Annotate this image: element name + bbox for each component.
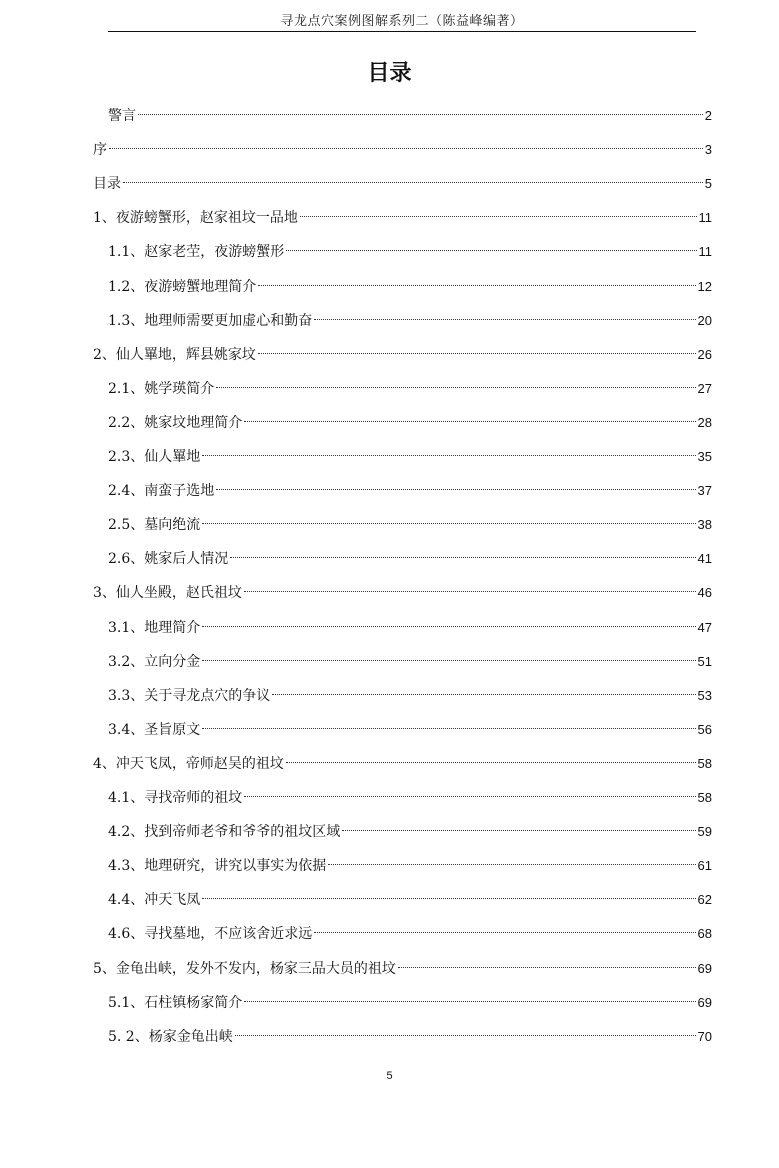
toc-leader-dots: [244, 421, 695, 422]
toc-leader-dots: [286, 762, 696, 763]
toc-entry-label: 1、夜游螃蟹形，赵家祖坟一品地: [93, 210, 298, 227]
toc-entry[interactable]: [93, 752, 712, 776]
toc-entry-page: 12: [697, 278, 712, 294]
toc-leader-dots: [244, 796, 695, 797]
toc-entry-page: 70: [697, 1028, 712, 1044]
toc-entry-page: 53: [697, 687, 712, 703]
toc-entry-page: 68: [697, 926, 712, 942]
toc-entry-page: 20: [697, 312, 712, 328]
toc-entry-label: 4、冲天飞凤，帝师赵吴的祖坟: [93, 755, 284, 772]
toc-entry-page: 69: [697, 960, 712, 976]
toc-entry-label: 3.1、地理简介: [108, 619, 201, 636]
toc-entry-label: 3.4、圣旨原文: [108, 721, 201, 738]
toc-leader-dots: [244, 1001, 695, 1002]
toc-entry[interactable]: [108, 922, 712, 946]
toc-entry-label: 2.2、姚家坟地理简介: [108, 414, 243, 431]
toc-entry[interactable]: [108, 820, 712, 844]
toc-entry[interactable]: [108, 513, 712, 537]
toc-entry-label: 1.2、夜游螃蟹地理简介: [108, 278, 257, 295]
toc-leader-dots: [328, 864, 695, 865]
toc-entry[interactable]: [108, 718, 712, 742]
toc-leader-dots: [314, 319, 695, 320]
toc-leader-dots: [109, 148, 703, 149]
toc-entry[interactable]: [108, 684, 712, 708]
toc-entry-page: 26: [697, 346, 712, 362]
toc-leader-dots: [216, 387, 695, 388]
toc-entry-page: 5: [704, 176, 712, 192]
toc-leader-dots: [202, 523, 695, 524]
toc-entry-page: 11: [698, 244, 712, 260]
toc-entry[interactable]: [93, 343, 712, 367]
toc-entry-page: 46: [697, 585, 712, 601]
toc-entry[interactable]: [108, 411, 712, 435]
toc-entry[interactable]: [108, 1025, 712, 1049]
toc-entry-label: 2.4、南蛮子选地: [108, 483, 215, 500]
toc-entry[interactable]: [108, 854, 712, 878]
toc-entry-label: 3.2、立向分金: [108, 653, 201, 670]
toc-entry-label: 序: [93, 142, 107, 159]
toc-entry-label: 4.6、寻找墓地，不应该舍近求远: [108, 926, 313, 943]
toc-entry-page: 11: [698, 210, 712, 226]
page-number: 5: [386, 1070, 393, 1082]
toc-entry[interactable]: [108, 104, 712, 128]
toc-entry-page: 37: [697, 483, 712, 499]
toc-entry-page: 47: [697, 619, 712, 635]
toc-entry-page: 58: [697, 755, 712, 771]
toc-leader-dots: [202, 728, 695, 729]
toc-entry-label: 4.1、寻找帝师的祖坟: [108, 790, 243, 806]
toc-entry[interactable]: [108, 786, 712, 810]
toc-entry-label: 4.2、找到帝师老爷和爷爷的祖坟区域: [108, 824, 341, 841]
toc-entry-label: 目录: [93, 176, 121, 193]
toc-leader-dots: [300, 216, 697, 217]
toc-leader-dots: [202, 660, 695, 661]
toc-entry-label: 警言: [108, 108, 136, 124]
toc-entry-page: 56: [697, 721, 712, 737]
toc-leader-dots: [202, 626, 695, 627]
toc-entry-page: 35: [697, 449, 712, 464]
toc-entry-page: 41: [697, 551, 712, 567]
toc-entry[interactable]: [108, 991, 712, 1015]
toc-entry[interactable]: [93, 581, 712, 605]
page-title: 目录: [367, 61, 412, 86]
running-header: 寻龙点穴案例图解系列二（陈益峰编著）: [280, 14, 524, 29]
toc-entry-page: 69: [697, 994, 712, 1010]
toc-leader-dots: [202, 455, 695, 456]
toc-leader-dots: [138, 114, 703, 115]
toc-entry-label: 2、仙人罼地，辉县姚家坟: [93, 346, 256, 363]
toc-entry-label: 5.1、石柱镇杨家简介: [108, 994, 243, 1011]
toc-entry[interactable]: [108, 445, 712, 469]
toc-entry-page: 28: [697, 414, 712, 430]
toc-entry[interactable]: [108, 650, 712, 674]
toc-entry[interactable]: [108, 547, 712, 571]
toc-entry[interactable]: [93, 206, 712, 230]
toc-leader-dots: [216, 489, 695, 490]
toc-entry-label: 3.3、关于寻龙点穴的争议: [108, 687, 271, 704]
toc-entry-page: 3: [704, 142, 712, 158]
toc-leader-dots: [235, 1035, 696, 1036]
toc-entry-label: 3、仙人坐殿，赵氏祖坟: [93, 585, 242, 602]
toc-entry-label: 2.1、姚学瑛简介: [108, 380, 215, 397]
toc-leader-dots: [286, 250, 696, 251]
toc-entry-label: 5. 2、杨家金龟出峡: [108, 1028, 233, 1045]
toc-entry-page: 59: [697, 824, 712, 840]
toc-leader-dots: [123, 182, 703, 183]
toc-entry-label: 5、金龟出峡，发外不发内，杨家三品大员的祖坟: [93, 960, 396, 977]
toc-entry-page: 27: [697, 380, 712, 396]
toc-entry-page: 61: [697, 858, 712, 874]
toc-entry[interactable]: [108, 377, 712, 401]
toc-entry-label: 2.3、仙人罼地: [108, 449, 201, 465]
toc-entry[interactable]: [108, 275, 712, 299]
toc-leader-dots: [244, 591, 696, 592]
toc-leader-dots: [258, 285, 695, 286]
toc-entry[interactable]: [108, 309, 712, 333]
toc-entry[interactable]: [108, 616, 712, 640]
toc-entry[interactable]: [93, 138, 712, 162]
toc-leader-dots: [258, 353, 696, 354]
toc-entry-label: 4.4、冲天飞凤: [108, 892, 201, 909]
toc-entry[interactable]: [108, 240, 712, 264]
toc-entry-page: 51: [697, 653, 712, 669]
toc-entry-page: 38: [697, 517, 712, 533]
toc-entry-page: 62: [697, 892, 712, 908]
toc-entry-label: 4.3、地理研究，讲究以事实为依据: [108, 858, 327, 875]
toc-entry[interactable]: [108, 888, 712, 912]
toc-entry[interactable]: [93, 957, 712, 981]
toc-leader-dots: [202, 898, 695, 899]
toc-entry[interactable]: [93, 172, 712, 196]
header-rule: [108, 31, 696, 32]
toc-entry-label: 1.3、地理师需要更加虚心和勤奋: [108, 312, 313, 329]
toc-entry-label: 2.5、墓向绝流: [108, 517, 201, 534]
toc-leader-dots: [314, 932, 695, 933]
toc-entry-label: 1.1、赵家老茔，夜游螃蟹形: [108, 244, 285, 261]
toc-entry-page: 58: [697, 790, 712, 805]
toc-leader-dots: [342, 830, 695, 831]
toc-leader-dots: [272, 694, 695, 695]
toc-leader-dots: [230, 557, 695, 558]
toc-entry-page: 2: [704, 108, 712, 123]
toc-entry-label: 2.6、姚家后人情况: [108, 551, 229, 568]
toc-leader-dots: [398, 967, 696, 968]
toc-entry[interactable]: [108, 479, 712, 503]
